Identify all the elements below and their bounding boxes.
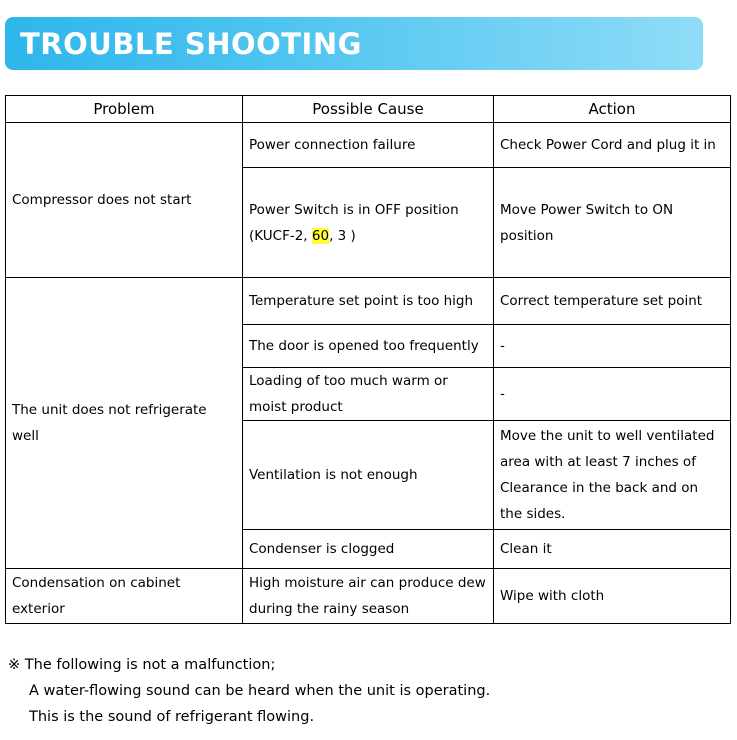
reference-mark-icon: ※ <box>8 657 21 673</box>
note-line-2: A water-flowing sound can be heard when the unit is operating. <box>29 683 491 699</box>
troubleshooting-table <box>5 95 731 624</box>
action-cell: Wipe with cloth <box>494 569 731 624</box>
note-line-3: This is the sound of refrigerant flowing. <box>29 709 315 725</box>
action-cell: Move Power Switch to ON position <box>494 168 731 278</box>
table-row <box>6 278 731 325</box>
cause-cell: Power connection failure <box>243 123 494 168</box>
cause-cell <box>243 168 494 278</box>
problem-cell: The unit does not refrigerate well <box>6 278 243 569</box>
note-heading: The following is not a malfunction; <box>20 657 276 673</box>
cause-cell: Condenser is clogged <box>243 530 494 569</box>
action-cell: Clean it <box>494 530 731 569</box>
cause-text-model-suffix: , 3 ) <box>329 227 356 244</box>
action-cell: Move the unit to well ventilated area with at least 7 inches of Clearance in the back and on the sides. <box>494 421 731 530</box>
problem-cell: Compressor does not start <box>6 123 243 278</box>
problem-cell: Condensation on cabinet exterior <box>6 569 243 624</box>
header-possible-cause: Possible Cause <box>243 96 494 123</box>
malfunction-note <box>8 652 490 730</box>
cause-text-model-prefix: (KUCF-2, <box>249 227 312 244</box>
cause-cell: High moisture air can produce dew during the rainy season <box>243 569 494 624</box>
table-row <box>6 569 731 624</box>
header-action: Action <box>494 96 731 123</box>
table-header-row <box>6 96 731 123</box>
action-cell: Check Power Cord and plug it in <box>494 123 731 168</box>
cause-text: Power Switch is in OFF position <box>249 201 459 218</box>
page-title: TROUBLE SHOOTING <box>20 27 362 61</box>
cause-cell: The door is opened too frequently <box>243 325 494 368</box>
title-banner <box>5 17 703 70</box>
action-cell: Correct temperature set point <box>494 278 731 325</box>
action-cell: - <box>494 368 731 421</box>
note-line-1 <box>8 652 490 678</box>
cause-cell: Ventilation is not enough <box>243 421 494 530</box>
action-cell: - <box>494 325 731 368</box>
table-row <box>6 123 731 168</box>
header-problem: Problem <box>6 96 243 123</box>
cause-cell: Temperature set point is too high <box>243 278 494 325</box>
cause-cell: Loading of too much warm or moist product <box>243 368 494 421</box>
highlighted-model-number: 60 <box>311 227 330 244</box>
